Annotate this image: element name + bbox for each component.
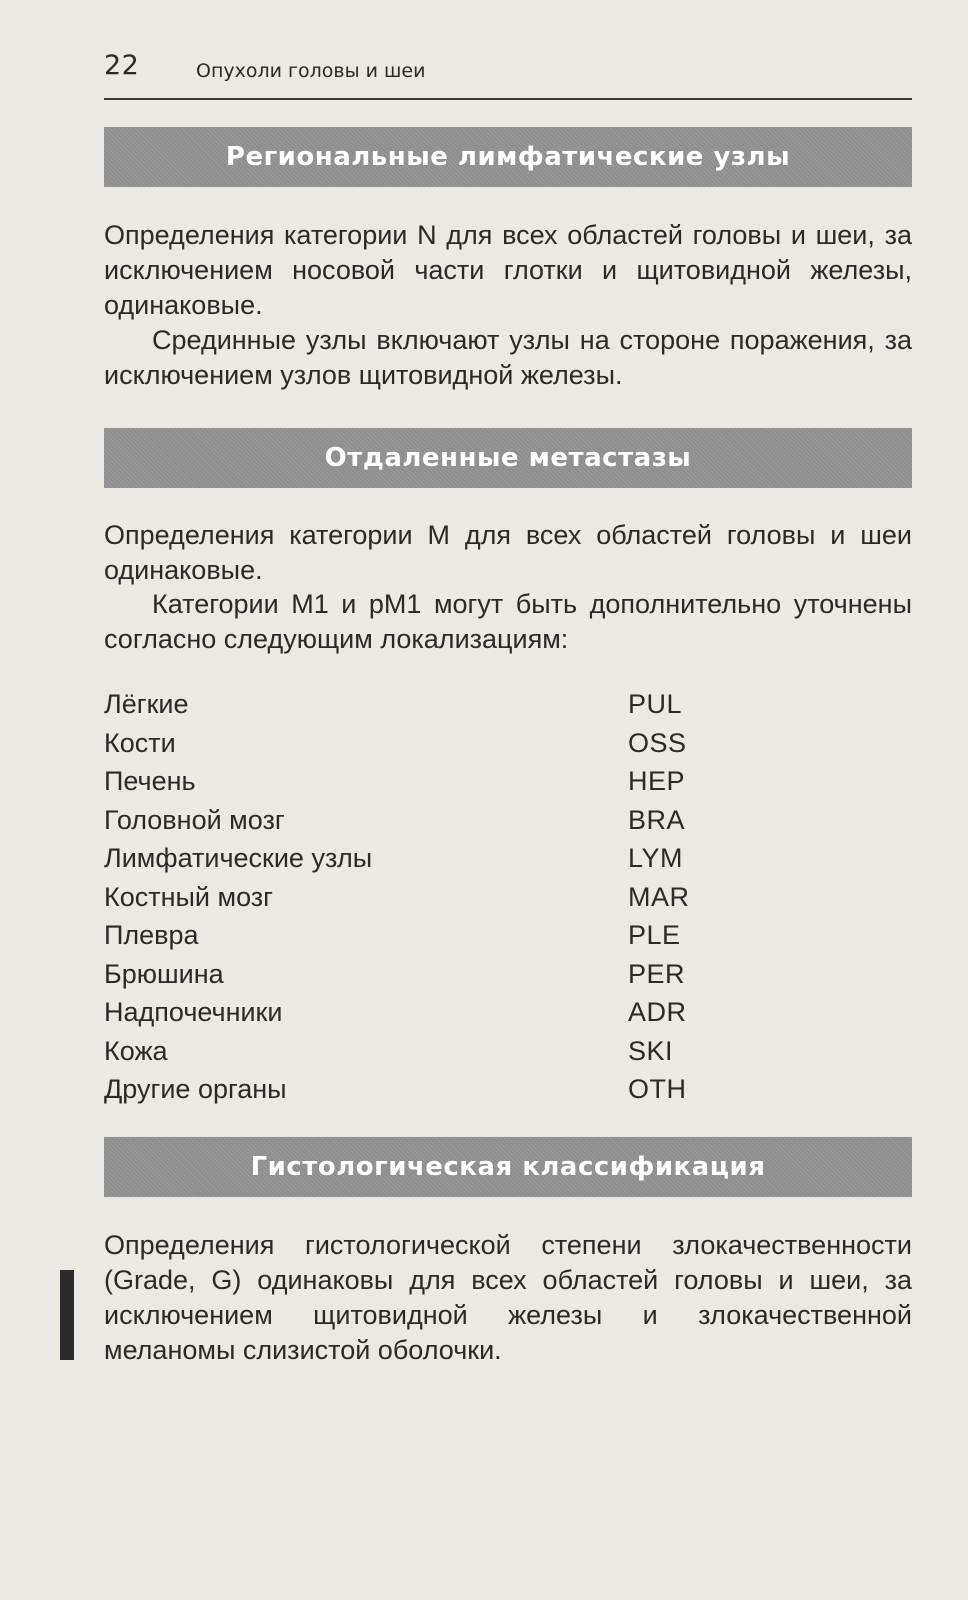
localization-name: Надпочечники bbox=[104, 997, 283, 1027]
localization-code: PER bbox=[628, 958, 686, 989]
list-item bbox=[104, 916, 704, 955]
localization-code: LYM bbox=[628, 843, 684, 873]
list-item bbox=[104, 1070, 704, 1109]
localization-code: MAR bbox=[628, 881, 690, 912]
localization-name: Печень bbox=[104, 766, 196, 796]
distant-metastases-paragraph-1: Определения категории M для всех областей головы и шеи одинаковые. bbox=[104, 520, 912, 585]
localization-code: BRA bbox=[628, 804, 686, 835]
localization-name: Лёгкие bbox=[104, 689, 189, 719]
regional-nodes-paragraph-1: Определения категории N для всех областей головы и шеи, за исключением носовой части глотки и щитовидной железы, одинаковые. bbox=[104, 220, 912, 320]
list-item bbox=[104, 801, 704, 840]
localization-code: OTH bbox=[628, 1074, 687, 1104]
thumb-index-mark bbox=[60, 1270, 74, 1360]
localization-name: Лимфатические узлы bbox=[104, 843, 373, 873]
histological-paragraph-1: Определения гистологической степени злокачественности (Grade, G) одинаковы для всех областей головы и шеи, за исключением щитовидной железы и злокачественной меланомы слизистой оболочки. bbox=[104, 1230, 912, 1365]
section-heading-histological-classification: Гистологическая классификация bbox=[104, 1137, 912, 1197]
localization-name: Головной мозг bbox=[104, 804, 285, 835]
list-item bbox=[104, 839, 704, 878]
localization-code: ADR bbox=[628, 997, 687, 1027]
localization-code: HEP bbox=[628, 766, 686, 796]
localization-name: Кожа bbox=[104, 1035, 168, 1066]
list-item bbox=[104, 762, 704, 801]
list-item bbox=[104, 955, 704, 994]
localization-code: OSS bbox=[628, 727, 687, 758]
list-item bbox=[104, 685, 704, 724]
localization-code: PUL bbox=[628, 689, 683, 719]
list-item bbox=[104, 724, 704, 763]
localization-name: Другие органы bbox=[104, 1074, 287, 1104]
running-title: Опухоли головы и шеи bbox=[196, 60, 426, 82]
localization-name: Кости bbox=[104, 727, 176, 758]
localization-name: Плевра bbox=[104, 920, 199, 950]
localization-code: PLE bbox=[628, 920, 681, 950]
localization-list bbox=[104, 685, 704, 1109]
section-heading-distant-metastases: Отдаленные метастазы bbox=[104, 428, 912, 488]
regional-nodes-paragraph-2: Срединные узлы включают узлы на стороне поражения, за исключением узлов щитовидной железы. bbox=[104, 325, 912, 390]
running-header bbox=[104, 48, 912, 100]
page-number: 22 bbox=[104, 50, 140, 81]
localization-name: Костный мозг bbox=[104, 881, 274, 912]
section-heading-regional-nodes: Региональные лимфатические узлы bbox=[104, 127, 912, 187]
list-item bbox=[104, 993, 704, 1032]
list-item bbox=[104, 1032, 704, 1071]
distant-metastases-paragraph-2: Категории M1 и pM1 могут быть дополнительно уточнены согласно следующим локализациям: bbox=[104, 589, 912, 654]
localization-code: SKI bbox=[628, 1035, 674, 1066]
localization-name: Брюшина bbox=[104, 958, 224, 989]
list-item bbox=[104, 878, 704, 917]
